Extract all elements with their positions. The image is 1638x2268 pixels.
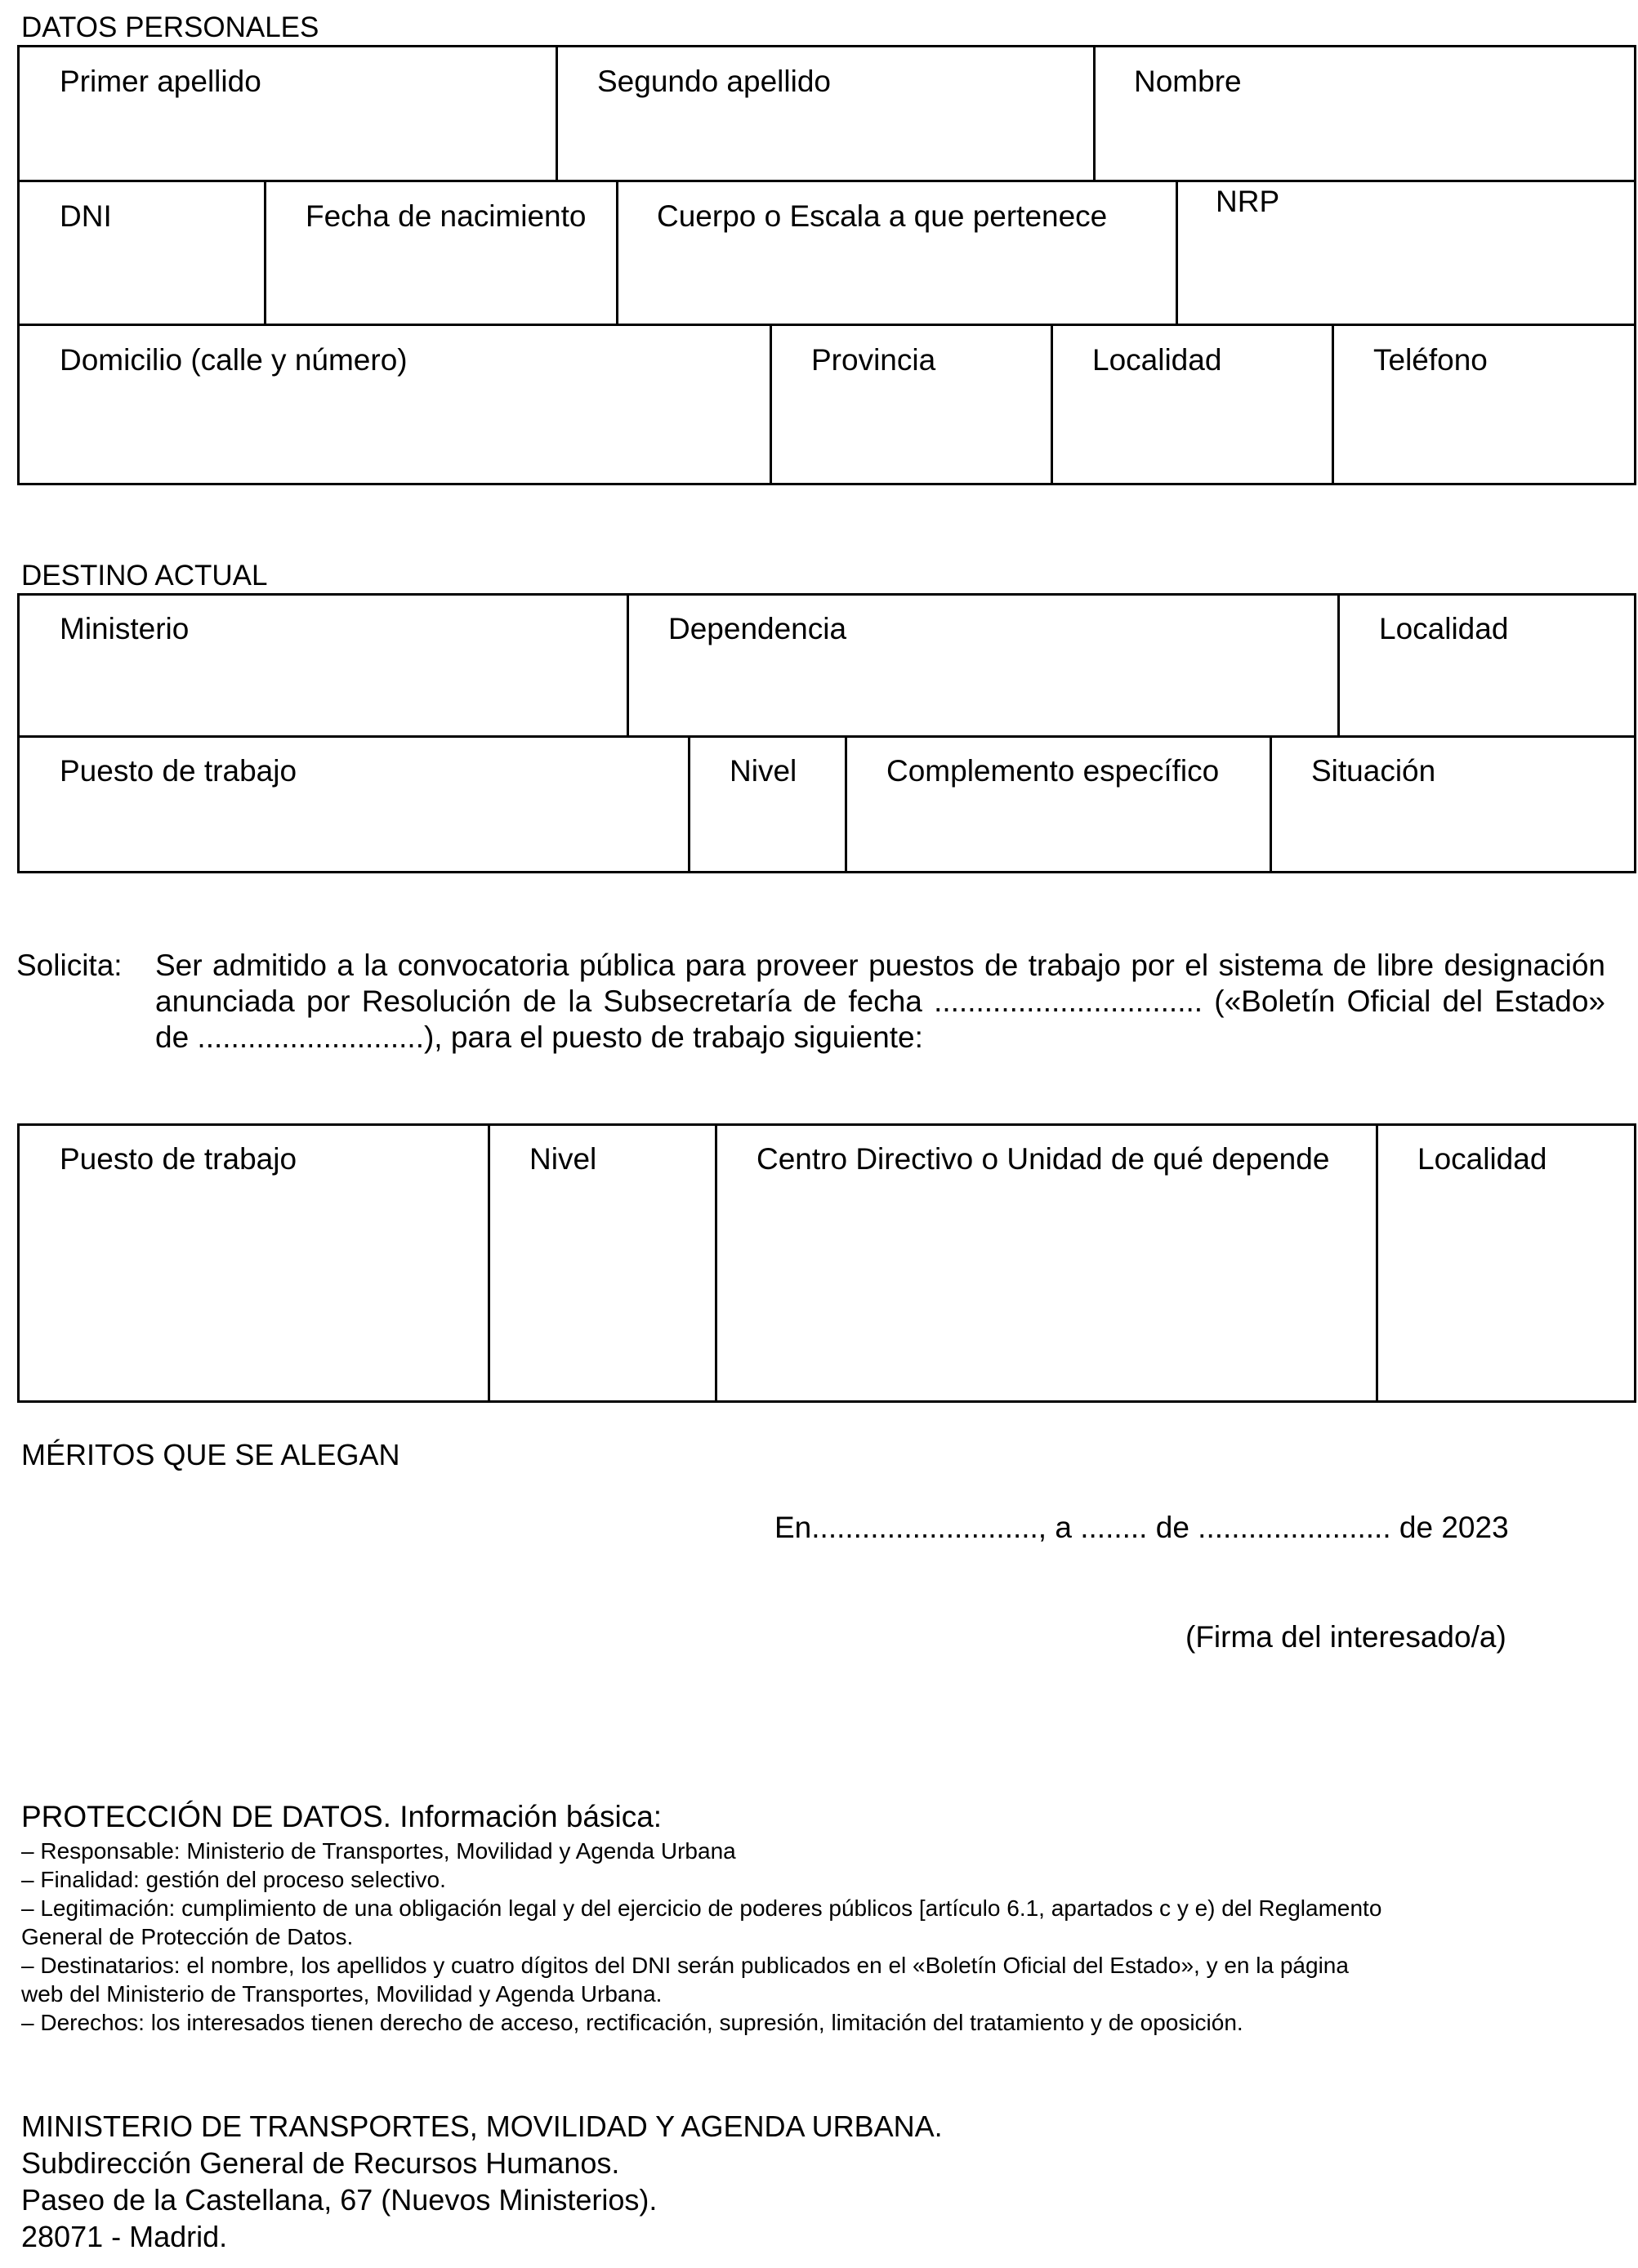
localidad-actual-field[interactable]: Localidad bbox=[1379, 612, 1509, 645]
domicilio-field[interactable]: Domicilio (calle y número) bbox=[60, 343, 408, 377]
proteccion-item: – Derechos: los interesados tienen derecho de acceso, rectificación, supresión, limitación del tratamiento y de oposición. bbox=[21, 2010, 1243, 2035]
datos-personales-title: DATOS PERSONALES bbox=[21, 11, 319, 43]
nrp-field[interactable]: NRP bbox=[1216, 185, 1280, 218]
row-divider bbox=[17, 180, 1636, 182]
footer-ministerio: MINISTERIO DE TRANSPORTES, MOVILIDAD Y AGENDA URBANA. bbox=[21, 2110, 943, 2143]
solicita-text-line: anunciada por Resolución de la Subsecretaría de fecha ................................ («Boletín Oficial del Estado» bbox=[155, 984, 1605, 1018]
proteccion-item: – Legitimación: cumplimiento de una obligación legal y del ejercicio de poderes públicos [artículo 6.1, apartados c y e) del Reglamento bbox=[21, 1895, 1382, 1921]
firma-label: (Firma del interesado/a) bbox=[1185, 1620, 1506, 1654]
col-divider bbox=[770, 324, 772, 485]
footer-ciudad: 28071 - Madrid. bbox=[21, 2220, 228, 2253]
fecha-nacimiento-field[interactable]: Fecha de nacimiento bbox=[306, 199, 587, 233]
segundo-apellido-field[interactable]: Segundo apellido bbox=[597, 65, 831, 98]
footer-subdireccion: Subdirección General de Recursos Humanos. bbox=[21, 2146, 620, 2180]
primer-apellido-field[interactable]: Primer apellido bbox=[60, 65, 261, 98]
situacion-field[interactable]: Situación bbox=[1311, 754, 1436, 788]
col-divider bbox=[1051, 324, 1053, 485]
centro-directivo-field[interactable]: Centro Directivo o Unidad de qué depende bbox=[757, 1142, 1330, 1176]
col-divider bbox=[1270, 735, 1272, 873]
complemento-field[interactable]: Complemento específico bbox=[886, 754, 1220, 788]
destino-actual-title: DESTINO ACTUAL bbox=[21, 560, 268, 592]
footer-address bbox=[21, 2108, 943, 2255]
col-divider bbox=[1093, 45, 1096, 181]
col-divider bbox=[264, 180, 266, 325]
solicita-text-line: Ser admitido a la convocatoria pública para proveer puestos de trabajo por el sistema de libre designación bbox=[155, 949, 1605, 982]
proteccion-item: – Destinatarios: el nombre, los apellidos y cuatro dígitos del DNI serán publicados en el «Boletín Oficial del Estado», y en la página bbox=[21, 1953, 1349, 1978]
col-divider bbox=[845, 735, 847, 873]
puesto-actual-field[interactable]: Puesto de trabajo bbox=[60, 754, 297, 788]
proteccion-datos-title: PROTECCIÓN DE DATOS. Información básica: bbox=[21, 1800, 663, 1833]
footer-direccion: Paseo de la Castellana, 67 (Nuevos Ministerios). bbox=[21, 2183, 658, 2217]
datos-personales-border bbox=[17, 45, 1636, 485]
col-divider bbox=[1376, 1123, 1378, 1403]
dni-field[interactable]: DNI bbox=[60, 199, 112, 233]
proteccion-item: – Responsable: Ministerio de Transportes, Movilidad y Agenda Urbana bbox=[21, 1838, 736, 1864]
proteccion-item: General de Protección de Datos. bbox=[21, 1924, 354, 1949]
localidad-solicitada-field[interactable]: Localidad bbox=[1417, 1142, 1547, 1176]
col-divider bbox=[1337, 593, 1340, 737]
meritos-title: MÉRITOS QUE SE ALEGAN bbox=[21, 1438, 400, 1471]
col-divider bbox=[488, 1123, 490, 1403]
puesto-solicitado-field[interactable]: Puesto de trabajo bbox=[60, 1142, 297, 1176]
nivel-solicitado-field[interactable]: Nivel bbox=[529, 1142, 597, 1176]
proteccion-item: web del Ministerio de Transportes, Movilidad y Agenda Urbana. bbox=[21, 1981, 663, 2007]
cuerpo-escala-field[interactable]: Cuerpo o Escala a que pertenece bbox=[657, 199, 1108, 233]
row-divider bbox=[17, 735, 1636, 738]
dependencia-field[interactable]: Dependencia bbox=[668, 612, 847, 645]
solicita-text-line: de ...........................), para el puesto de trabajo siguiente: bbox=[155, 1020, 923, 1054]
col-divider bbox=[688, 735, 690, 873]
col-divider bbox=[627, 593, 629, 737]
telefono-field[interactable]: Teléfono bbox=[1373, 343, 1488, 377]
col-divider bbox=[616, 180, 618, 325]
proteccion-item: – Finalidad: gestión del proceso selectivo. bbox=[21, 1867, 446, 1892]
solicita-label: Solicita: bbox=[16, 949, 123, 982]
nombre-field[interactable]: Nombre bbox=[1134, 65, 1242, 98]
provincia-field[interactable]: Provincia bbox=[811, 343, 936, 377]
col-divider bbox=[1176, 180, 1178, 325]
fecha-linea[interactable]: En..........................., a ........ de ....................... de 2023 bbox=[774, 1511, 1509, 1544]
localidad-field[interactable]: Localidad bbox=[1092, 343, 1222, 377]
nivel-actual-field[interactable]: Nivel bbox=[730, 754, 797, 788]
col-divider bbox=[1332, 324, 1334, 485]
row-divider bbox=[17, 324, 1636, 326]
col-divider bbox=[715, 1123, 717, 1403]
col-divider bbox=[556, 45, 558, 181]
ministerio-field[interactable]: Ministerio bbox=[60, 612, 190, 645]
